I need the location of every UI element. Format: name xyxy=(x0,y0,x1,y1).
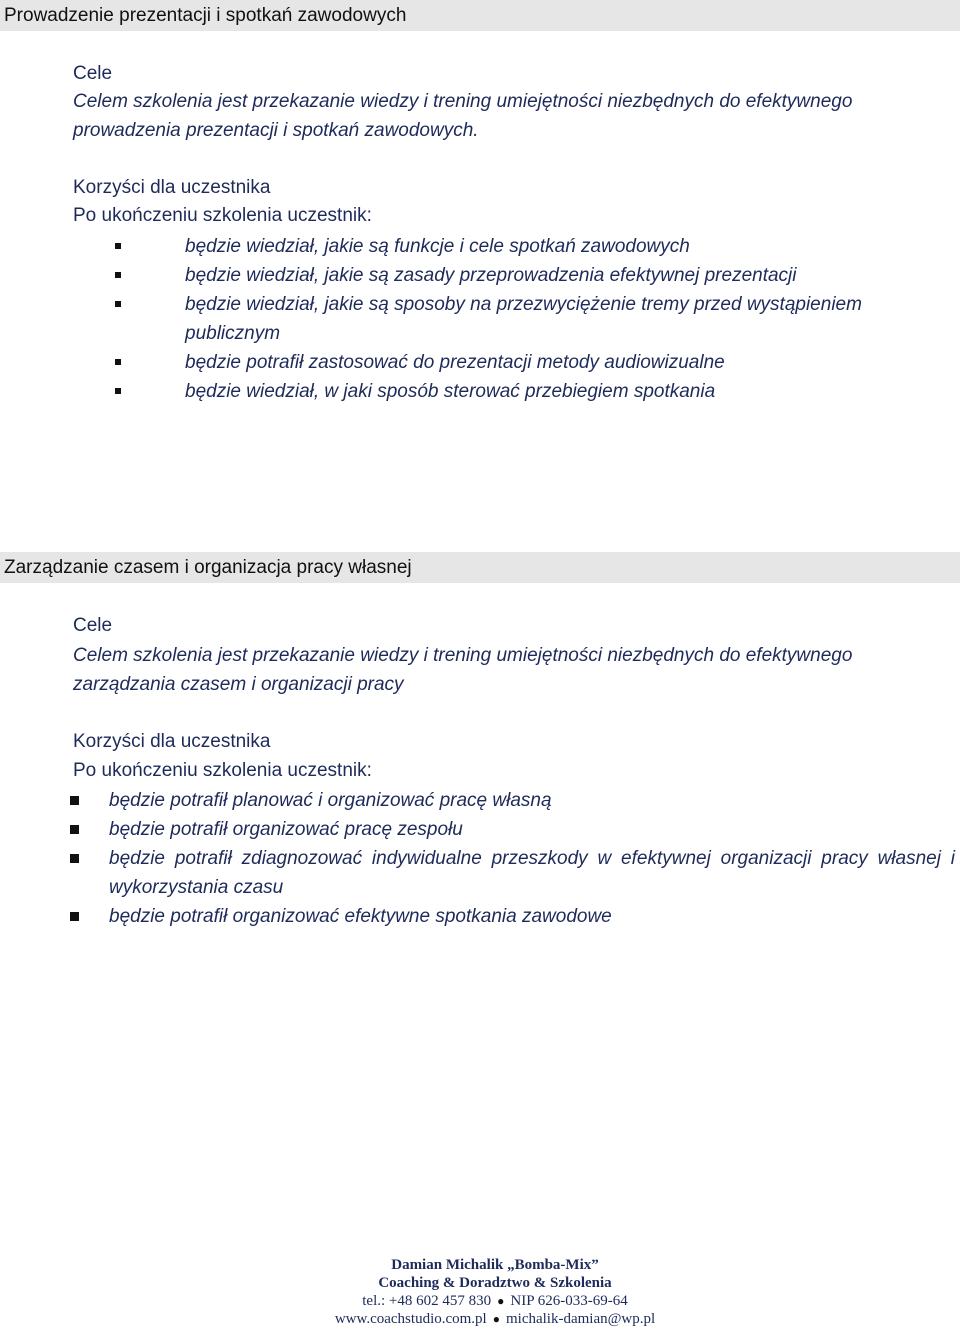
bullet-icon xyxy=(70,796,79,805)
list-item xyxy=(185,290,955,348)
list-item-text: będzie potrafił zastosować do prezentacji metody audiowizualne xyxy=(185,352,725,373)
list-item xyxy=(185,377,955,406)
section-1-benefits-heading: Korzyści dla uczestnika xyxy=(73,177,271,198)
section-1-goals-text: Celem szkolenia jest przekazanie wiedzy i trening umiejętności niezbędnych do efektywnego prowadzenia prezentacji i spotkań zawodowych. xyxy=(73,91,853,141)
section-2-goals-text: Celem szkolenia jest przekazanie wiedzy i trening umiejętności niezbędnych do efektywnego zarządzania czasem i organizacji pracy xyxy=(73,645,853,695)
list-item xyxy=(185,232,955,261)
list-item xyxy=(109,786,955,815)
section-2-title: Zarządzanie czasem i organizacja pracy własnej xyxy=(4,557,412,578)
list-item xyxy=(109,844,955,902)
section-2-benefits-heading: Korzyści dla uczestnika xyxy=(73,731,271,752)
footer-phone: tel.: +48 602 457 830 xyxy=(362,1293,492,1309)
bullet-icon xyxy=(115,272,121,278)
footer xyxy=(250,1256,740,1328)
list-item-text: będzie wiedział, jakie są funkcje i cele spotkań zawodowych xyxy=(185,236,690,257)
footer-nip: NIP 626-033-69-64 xyxy=(510,1293,628,1309)
footer-company: Coaching & Doradztwo & Szkolenia xyxy=(378,1275,612,1291)
bullet-icon xyxy=(115,359,121,365)
bullet-icon xyxy=(70,912,79,921)
list-item xyxy=(185,261,955,290)
list-item-text: będzie potrafił organizować pracę zespołu xyxy=(109,819,463,840)
footer-web-line xyxy=(250,1310,740,1328)
section-1-benefits-list xyxy=(185,232,955,406)
list-item-text: będzie wiedział, w jaki sposób sterować przebiegiem spotkania xyxy=(185,381,716,402)
list-item xyxy=(185,348,955,377)
footer-name: Damian Michalik „Bomba-Mix” xyxy=(391,1257,599,1273)
section-2-benefits-list xyxy=(109,786,955,931)
bullet-icon xyxy=(115,301,121,307)
bullet-icon xyxy=(115,243,121,249)
list-item xyxy=(109,902,955,931)
list-item-text: będzie wiedział, jakie są sposoby na przezwyciężenie tremy przed wystąpieniem publicznym xyxy=(185,294,862,344)
section-1-title: Prowadzenie prezentacji i spotkań zawodowych xyxy=(4,5,407,26)
list-item-text: będzie wiedział, jakie są zasady przeprowadzenia efektywnej prezentacji xyxy=(185,265,797,286)
list-item xyxy=(109,815,955,844)
list-item-text: będzie potrafił planować i organizować pracę własną xyxy=(109,790,552,811)
separator-dot-icon: ● xyxy=(497,1294,505,1308)
bullet-icon xyxy=(70,825,79,834)
list-item-text: będzie potrafił zdiagnozować indywidualne przeszkody w efektywnej organizacji pracy własnej i wykorzystania czasu xyxy=(109,848,955,898)
section-1-benefits-intro: Po ukończeniu szkolenia uczestnik: xyxy=(73,205,372,226)
section-1-goals-heading: Cele xyxy=(73,63,113,84)
footer-contact-line xyxy=(250,1292,740,1310)
section-2-benefits-intro: Po ukończeniu szkolenia uczestnik: xyxy=(73,760,372,781)
separator-dot-icon: ● xyxy=(492,1312,500,1326)
bullet-icon xyxy=(115,388,121,394)
footer-website: www.coachstudio.com.pl xyxy=(334,1311,487,1327)
section-2-goals-heading: Cele xyxy=(73,615,113,636)
footer-email: michalik-damian@wp.pl xyxy=(505,1311,656,1327)
list-item-text: będzie potrafił organizować efektywne spotkania zawodowe xyxy=(109,906,612,927)
bullet-icon xyxy=(70,854,79,863)
